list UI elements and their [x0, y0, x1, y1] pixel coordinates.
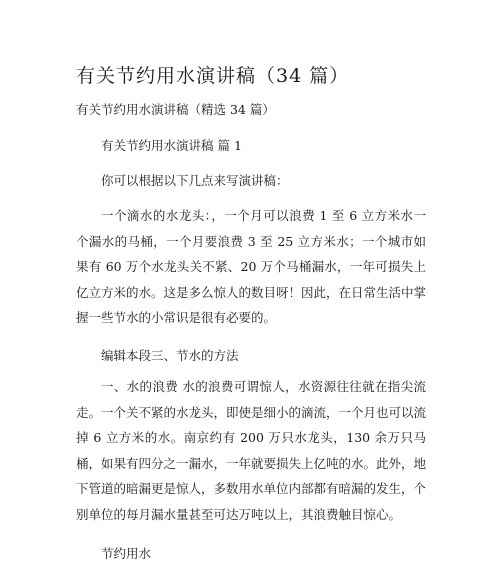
paragraph-water-waste: 一、水的浪费 水的浪费可谓惊人，水资源往往就在指尖流走。一个关不紧的水龙头，即使是细小的滴流，一个月也可以流掉 6 立方米的水。南京约有 200 万只水龙头，130 余万只马桶，如果有四分之一漏水，一年就要损失上亿吨的水。此外，地下管道的暗漏更是惊人，多数用水单位内部都有暗漏的发生，个别单位的每月漏水量甚至可达万吨以上，其浪费触目惊心。 — [76, 379, 427, 522]
section-heading-save-water: 节约用水 — [101, 546, 152, 561]
document-title: 有关节约用水演讲稿（34 篇） — [76, 65, 350, 87]
paragraph-dripping-faucet: 一个滴水的水龙头：，一个月可以浪费 1 至 6 立方米水一个漏水的马桶，一个月要浪费 3 至 25 立方米水；一个城市如果有 60 万个水龙头关不紧、20 万个马桶漏水，一年可损失上亿立方米的水。这是多么惊人的数目呀！因此，在日常生活中掌握一些节水的小常识是很有必要的。 — [76, 208, 427, 325]
section-heading-methods: 编辑本段三、节水的方法 — [101, 348, 239, 363]
intro-line: 你可以根据以下几点来写演讲稿： — [101, 173, 289, 188]
section-heading: 有关节约用水演讲稿 篇 1 — [101, 138, 242, 153]
document-subtitle: 有关节约用水演讲稿（精选 34 篇） — [76, 102, 275, 117]
